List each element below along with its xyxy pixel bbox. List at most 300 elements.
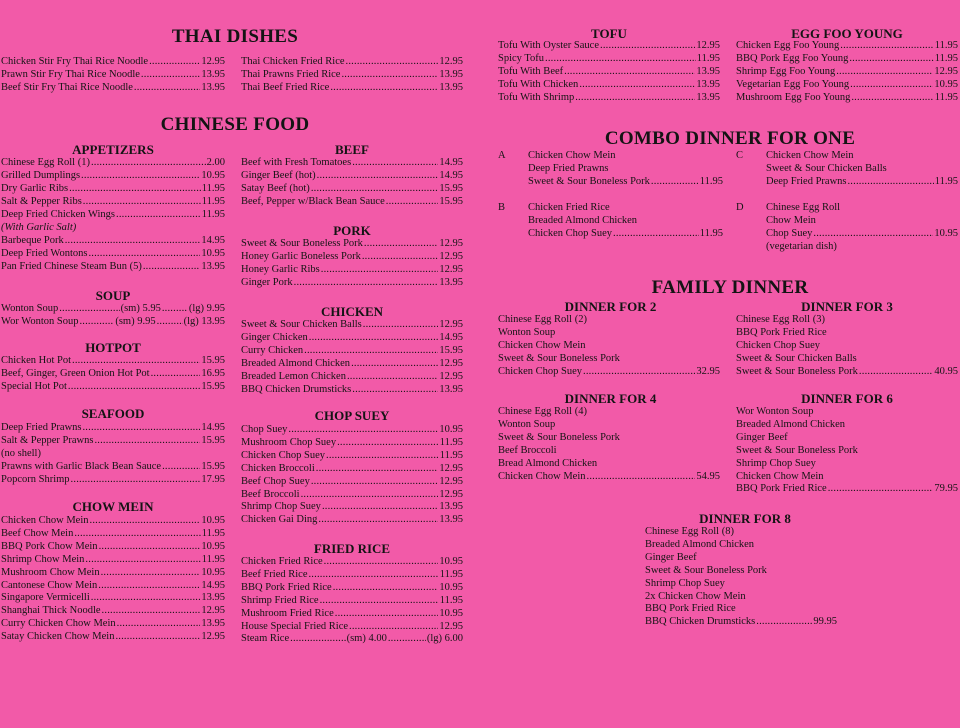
- dinner-line: Breaded Almond Chicken: [645, 538, 755, 550]
- menu-item-name: Prawn Stir Fry Thai Rice Noodle: [1, 68, 140, 80]
- leader-dots: [134, 82, 200, 95]
- leader-dots: [151, 368, 201, 381]
- combo-d-line-1: Chinese Egg Roll: [766, 202, 841, 213]
- combo-a-letter: A: [498, 150, 506, 161]
- menu-item-row: [498, 40, 720, 53]
- dinner-for-3-title: DINNER FOR 3: [801, 299, 893, 314]
- menu-item-price: 13.95: [439, 383, 463, 395]
- menu-item-price: 13.95: [696, 78, 720, 90]
- dinner-last-item: BBQ Chicken Drumsticks: [645, 616, 756, 628]
- combo-d-note: (vegetarian dish): [766, 240, 837, 252]
- menu-item-price: 14.95: [201, 235, 225, 246]
- menu-item-name: Mushroom Fried Rice: [241, 607, 334, 619]
- menu-item-name: Chop Suey: [241, 424, 288, 435]
- menu-item-price: 14.95: [201, 422, 225, 433]
- combo-a-line-2: Deep Fried Prawns: [528, 162, 609, 174]
- dinner-last-item: BBQ Pork Fried Rice: [736, 483, 827, 495]
- menu-item-price: 14.95: [201, 579, 225, 591]
- menu-item-row: [736, 92, 958, 105]
- appetizers-note: (With Garlic Salt): [1, 222, 77, 233]
- menu-item-price: 11.95: [439, 568, 463, 580]
- menu-item-name: Mushroom Chow Mein: [1, 566, 100, 578]
- leader-dots: [288, 424, 438, 437]
- combo-b: [498, 202, 723, 254]
- dinner-line: Breaded Almond Chicken: [736, 418, 846, 430]
- appetizers-list: [1, 157, 225, 222]
- dinner-line: Wonton Soup: [498, 326, 556, 338]
- menu-item-name: Beef Chop Suey: [241, 475, 310, 487]
- dinner-line: Shrimp Chop Suey: [645, 577, 725, 589]
- menu-item-price: 15.95: [201, 355, 225, 366]
- menu-item-name: Sweet & Sour Chicken Balls: [241, 319, 362, 330]
- menu-item-name: Beef, Pepper w/Black Bean Sauce: [241, 195, 385, 207]
- menu-item-name: Tofu With Oyster Sauce: [498, 40, 600, 51]
- leader-dots: [347, 371, 438, 384]
- leader-dots: [333, 582, 439, 595]
- menu-item-name: Shrimp Chop Suey: [241, 501, 321, 513]
- menu-item-name: Vegetarian Egg Foo Young: [736, 78, 850, 90]
- menu-item-row: [1, 69, 225, 82]
- leader-dots: [362, 251, 439, 264]
- seafood-list: [1, 422, 225, 448]
- combo-c-last: Deep Fried Prawns: [766, 175, 847, 187]
- appetizers-list-2: [1, 235, 225, 274]
- seafood-title: SEAFOOD: [81, 406, 145, 421]
- menu-item-row: [241, 157, 463, 170]
- menu-item-row: [1, 56, 225, 69]
- menu-item-row: [1, 422, 225, 435]
- leader-dots: [91, 592, 201, 605]
- menu-item-row: [241, 332, 463, 345]
- leader-dots: [94, 435, 200, 448]
- menu-item-price: 11.95: [934, 52, 958, 64]
- dinner-line: Chinese Egg Roll (2): [498, 314, 587, 325]
- dinner-for-2-list: [498, 314, 720, 379]
- menu-item-price: 10.95: [201, 247, 225, 259]
- combo-b-price: 11.95: [699, 227, 723, 239]
- menu-item-name: Dry Garlic Ribs: [1, 182, 69, 194]
- menu-item-row: [736, 53, 958, 66]
- beef-title: BEEF: [335, 142, 369, 157]
- menu-item-name: Chicken Egg Foo Young: [736, 40, 840, 51]
- menu-item-price: 10.95: [201, 515, 225, 526]
- menu-item-row: [241, 384, 463, 397]
- leader-dots: [141, 69, 200, 82]
- dinner-line: Chicken Chow Mein: [498, 339, 586, 351]
- menu-item-price: 10.95: [934, 78, 958, 90]
- menu-item-row: [1, 580, 225, 593]
- chow-mein-list: [1, 515, 225, 644]
- menu-item-price: 13.95: [201, 68, 225, 80]
- menu-item-price: 13.95: [439, 514, 463, 526]
- menu-item-row: [241, 371, 463, 384]
- menu-item-row: [1, 235, 225, 248]
- dinner-last-row: [645, 616, 837, 629]
- menu-item-name: Beef Stir Fry Thai Rice Noodle: [1, 81, 133, 93]
- hotpot-list: [1, 355, 225, 394]
- menu-item-row: [241, 277, 463, 290]
- dinner-line: Chinese Egg Roll (4): [498, 406, 587, 417]
- menu-item-row: [1, 157, 225, 170]
- leader-dots: [317, 170, 439, 183]
- dinner-line: Sweet & Sour Boneless Pork: [645, 564, 767, 576]
- menu-item-price: 15.95: [439, 182, 463, 194]
- chow-mein-title: CHOW MEIN: [72, 499, 154, 514]
- leader-dots: [322, 501, 438, 514]
- menu-item-row: [241, 196, 463, 209]
- dinner-last-row: [498, 366, 720, 379]
- chinese-food-title: CHINESE FOOD: [160, 114, 310, 135]
- menu-item-price: 12.95: [934, 65, 958, 77]
- menu-item-row: [498, 79, 720, 92]
- dinner-last-row: [736, 483, 958, 496]
- menu-item-price: 12.95: [439, 250, 463, 262]
- menu-item-name: Pan Fried Chinese Steam Bun (5): [1, 260, 142, 272]
- menu-item-price: 10.95: [439, 424, 463, 435]
- menu-item-name: Chicken Fried Rice: [241, 556, 323, 567]
- menu-item-name: BBQ Chicken Drumsticks: [241, 383, 352, 395]
- menu-item-name: Wor Wonton Soup: [1, 315, 79, 327]
- menu-item-row: [241, 450, 463, 463]
- leader-dots: [337, 437, 439, 450]
- menu-item-row: [241, 345, 463, 358]
- leader-dots: [587, 471, 696, 484]
- menu-item-price: 13.95: [439, 501, 463, 513]
- menu-item-row: [1, 554, 225, 567]
- chop-suey-title: CHOP SUEY: [314, 408, 390, 423]
- dinner-line: Chinese Egg Roll (3): [736, 314, 825, 325]
- menu-item-row: [241, 56, 463, 69]
- menu-item-name: Chinese Egg Roll (1): [1, 157, 90, 168]
- dinner-line: Chinese Egg Roll (8): [645, 526, 734, 537]
- menu-item-price: 12.95: [439, 462, 463, 474]
- menu-item-price: 11.95: [201, 195, 225, 207]
- leader-dots: [351, 358, 438, 371]
- menu-item-row: [241, 463, 463, 476]
- menu-item-price: 13.95: [696, 91, 720, 103]
- menu-item-price: 12.95: [439, 357, 463, 369]
- menu-item-small-price: (sm) 5.95: [120, 303, 161, 314]
- soup-list: [1, 303, 225, 329]
- leader-dots: [335, 608, 439, 621]
- combo-a-last: Sweet & Sour Boneless Pork: [528, 175, 650, 187]
- combo-c-price: 11.95: [934, 175, 958, 187]
- menu-item-price: 12.95: [201, 605, 225, 617]
- leader-dots: [318, 514, 438, 527]
- menu-item-price: 12.95: [439, 370, 463, 382]
- menu-item-name: Beef Broccoli: [241, 488, 300, 500]
- menu-item-name: Shrimp Egg Foo Young: [736, 65, 836, 77]
- menu-item-price: 12.95: [696, 40, 720, 51]
- steam-rice-small: (sm) 4.00: [346, 633, 387, 644]
- combo-d: [736, 202, 958, 268]
- leader-dots: [352, 157, 438, 170]
- menu-item-price: 2.00: [206, 157, 225, 168]
- menu-item-price: 10.95: [201, 566, 225, 578]
- menu-item-name: Spicy Tofu: [498, 52, 545, 64]
- dinner-line: Shrimp Chop Suey: [736, 457, 816, 469]
- combo-a-price: 11.95: [699, 175, 723, 187]
- dinner-price: 54.95: [696, 470, 720, 482]
- menu-item-row: [241, 238, 463, 251]
- dinner-for-2-title: DINNER FOR 2: [564, 299, 657, 314]
- leader-dots: [59, 303, 119, 316]
- menu-item-name: Curry Chicken Chow Mein: [1, 618, 116, 630]
- menu-item-name: Chicken Chop Suey: [241, 449, 325, 461]
- leader-dots: [349, 621, 438, 634]
- menu-item-price: 16.95: [201, 367, 225, 379]
- leader-dots: [116, 209, 201, 222]
- seafood-note: (no shell): [1, 448, 41, 459]
- leader-dots: [311, 476, 439, 489]
- leader-dots: [316, 463, 439, 476]
- menu-item-price: 10.95: [439, 607, 463, 619]
- menu-item-price: 11.95: [439, 449, 463, 461]
- leader-dots: [583, 366, 695, 379]
- combo-c-letter: C: [736, 150, 744, 161]
- leader-dots: [74, 528, 200, 541]
- menu-item-name: Beef with Fresh Tomatoes: [241, 157, 352, 168]
- menu-item-name: Tofu With Beef: [498, 65, 564, 77]
- menu-item-price: 12.95: [201, 631, 225, 643]
- chicken-list: [241, 319, 463, 396]
- menu-item-row: [1, 474, 225, 487]
- menu-item-name: Breaded Lemon Chicken: [241, 370, 346, 382]
- menu-item-price: 11.95: [934, 91, 958, 103]
- menu-item-price: 13.95: [439, 68, 463, 80]
- leader-dots: [71, 474, 201, 487]
- menu-item-row: [241, 264, 463, 277]
- leader-dots: [304, 345, 438, 358]
- menu-item-name: Tofu With Chicken: [498, 78, 579, 90]
- menu-item-row: [736, 40, 958, 53]
- menu-item-row: [241, 621, 463, 634]
- menu-item-name: Chicken Chow Mein: [1, 515, 89, 526]
- leader-dots: [143, 261, 201, 274]
- menu-item-price: 13.95: [201, 592, 225, 604]
- leader-dots: [326, 450, 439, 463]
- menu-item-name: Satay Chicken Chow Mein: [1, 631, 115, 643]
- leader-dots: [321, 264, 439, 277]
- menu-item-name: Chicken Hot Pot: [1, 355, 71, 366]
- menu-item-name: Shanghai Thick Noodle: [1, 605, 101, 617]
- dinner-last-row: [498, 471, 720, 484]
- menu-item-price: 12.95: [201, 56, 225, 67]
- menu-item-price: 12.95: [439, 488, 463, 500]
- dinner-line: Chicken Chow Mein: [736, 470, 824, 482]
- leader-dots: [851, 92, 933, 105]
- dinner-line: Chicken Chop Suey: [736, 339, 820, 351]
- menu-item-price: 12.95: [439, 238, 463, 249]
- menu-item-price: 10.95: [439, 581, 463, 593]
- menu-item-row: [241, 476, 463, 489]
- leader-dots: [579, 79, 695, 92]
- menu-item-row: [1, 567, 225, 580]
- combo-b-line-2: Breaded Almond Chicken: [528, 214, 638, 226]
- menu-item-row: [1, 381, 225, 394]
- menu-item-name: Cantonese Chow Mein: [1, 579, 98, 591]
- menu-item-name: Thai Beef Fried Rice: [241, 81, 330, 93]
- leader-dots: [545, 53, 696, 66]
- menu-item-row: [241, 183, 463, 196]
- leader-dots: [320, 595, 439, 608]
- menu-item-price: 15.95: [201, 380, 225, 392]
- menu-item-row: [1, 592, 225, 605]
- menu-item-price: 13.95: [201, 618, 225, 630]
- menu-item-large-price: (lg) 9.95: [188, 303, 225, 314]
- leader-dots: [72, 355, 200, 368]
- menu-item-row: [498, 66, 720, 79]
- thai-left-list: [1, 56, 225, 95]
- combo-b-letter: B: [498, 202, 506, 213]
- leader-dots: [157, 316, 183, 329]
- fried-rice-title: FRIED RICE: [313, 541, 391, 556]
- menu-item-row: [1, 435, 225, 448]
- leader-dots: [90, 515, 201, 528]
- combo-b-last: Chicken Chop Suey: [528, 227, 612, 239]
- leader-dots: [294, 277, 439, 290]
- menu-item-name: Wonton Soup: [1, 303, 59, 314]
- menu-item-row: [1, 303, 225, 316]
- hotpot-title: HOTPOT: [85, 340, 141, 355]
- egg-foo-young-list: [736, 40, 958, 105]
- menu-item-row: [241, 424, 463, 437]
- menu-item-row: [1, 196, 225, 209]
- menu-item-name: Deep Fried Prawns: [1, 422, 82, 433]
- leader-dots: [849, 53, 933, 66]
- leader-dots: [352, 384, 438, 397]
- leader-dots: [308, 569, 438, 582]
- menu-item-price: 10.95: [201, 169, 225, 181]
- dinner-for-3-list: [736, 314, 958, 379]
- menu-item-row: [241, 358, 463, 371]
- menu-item-row: [241, 608, 463, 621]
- menu-item-row: [1, 261, 225, 274]
- combo-c-line-1: Chicken Chow Mein: [766, 150, 854, 161]
- leader-dots: [363, 319, 439, 332]
- menu-item-price: 12.95: [439, 620, 463, 632]
- menu-item-row: [241, 319, 463, 332]
- steam-rice-large: (lg) 6.00: [426, 633, 463, 644]
- menu-item-row: [241, 501, 463, 514]
- menu-item-row: [1, 461, 225, 474]
- combo-b-line-1: Chicken Fried Rice: [528, 202, 610, 213]
- soup-title: SOUP: [95, 288, 131, 303]
- menu-item-price: 13.95: [696, 65, 720, 77]
- menu-item-name: Thai Prawns Fried Rice: [241, 68, 341, 80]
- menu-item-small-price: (sm) 9.95: [115, 315, 156, 327]
- menu-item-row: [498, 53, 720, 66]
- menu-item-price: 14.95: [439, 169, 463, 181]
- menu-item-name: Thai Chicken Fried Rice: [241, 56, 345, 67]
- thai-dishes-title: THAI DISHES: [171, 26, 299, 47]
- menu-item-name: BBQ Pork Egg Foo Young: [736, 52, 849, 64]
- menu-item-price: 15.95: [201, 434, 225, 446]
- menu-item-row: [1, 355, 225, 368]
- family-dinner-title: FAMILY DINNER: [651, 277, 809, 298]
- menu-item-price: 15.95: [439, 344, 463, 356]
- menu-item-row: [241, 69, 463, 82]
- menu-item-row: [1, 631, 225, 644]
- seafood-list-2: [1, 461, 225, 487]
- menu-item-row: [241, 437, 463, 450]
- menu-item-price: 13.95: [201, 260, 225, 272]
- dinner-for-4-list: [498, 406, 720, 483]
- dinner-line: Wor Wonton Soup: [736, 406, 814, 417]
- leader-dots: [98, 580, 200, 593]
- leader-dots: [341, 69, 438, 82]
- dinner-line: BBQ Pork Fried Rice: [736, 326, 827, 338]
- menu-item-row: [241, 251, 463, 264]
- fried-rice-list: [241, 556, 463, 633]
- dinner-line: Sweet & Sour Boneless Pork: [736, 444, 858, 456]
- dinner-line: Beef Broccoli: [498, 444, 557, 456]
- menu-item-name: Beef, Ginger, Green Onion Hot Pot: [1, 367, 150, 379]
- menu-item-price: 12.95: [439, 56, 463, 67]
- menu-item-name: Salt & Pepper Ribs: [1, 195, 82, 207]
- leader-dots: [162, 461, 200, 474]
- menu-item-name: Singapore Vermicelli: [1, 592, 90, 604]
- menu-item-row: [1, 82, 225, 95]
- menu-item-name: Ginger Pork: [241, 276, 293, 288]
- egg-foo-young-title: EGG FOO YOUNG: [791, 26, 903, 41]
- menu-item-row: [1, 316, 225, 329]
- dinner-line: Ginger Beef: [645, 551, 697, 563]
- leader-dots: [81, 170, 200, 183]
- menu-item-name: Special Hot Pot: [1, 380, 67, 392]
- menu-item-name: Shrimp Chow Mein: [1, 553, 85, 565]
- menu-item-price: 11.95: [201, 182, 225, 194]
- combo-a-line-1: Chicken Chow Mein: [528, 150, 616, 161]
- leader-dots: [309, 332, 439, 345]
- dinner-for-4-title: DINNER FOR 4: [564, 391, 657, 406]
- menu-item-name: Chicken Gai Ding: [241, 514, 318, 526]
- menu-item-name: Chicken Broccoli: [241, 462, 315, 474]
- menu-item-row: [736, 66, 958, 79]
- menu-item-price: 12.95: [439, 263, 463, 275]
- dinner-for-8-list: [645, 526, 837, 629]
- menu-item-name: Salt & Pepper Prawns: [1, 434, 94, 446]
- menu-item-name: Prawns with Garlic Black Bean Sauce: [1, 461, 162, 472]
- menu-item-price: 15.95: [201, 461, 225, 472]
- menu-item-price: 12.95: [439, 319, 463, 330]
- combo-c: [736, 150, 958, 202]
- leader-dots: [850, 79, 933, 92]
- dinner-line: Bread Almond Chicken: [498, 457, 598, 469]
- menu-item-name: Popcorn Shrimp: [1, 473, 70, 485]
- dinner-line: Wonton Soup: [498, 418, 556, 430]
- menu-item-row: [241, 595, 463, 608]
- menu-item-name: Beef Fried Rice: [241, 568, 308, 580]
- menu-item-name: Sweet & Sour Boneless Pork: [241, 238, 363, 249]
- steam-rice-row: [241, 633, 463, 646]
- leader-dots: [68, 381, 200, 394]
- beef-list: [241, 157, 463, 209]
- thai-right-list: [241, 56, 463, 95]
- pork-list: [241, 238, 463, 290]
- menu-item-price: 17.95: [201, 473, 225, 485]
- leader-dots: [600, 40, 695, 53]
- menu-item-row: [1, 605, 225, 618]
- menu-item-price: 11.95: [201, 527, 225, 539]
- menu-item-price: 11.95: [696, 52, 720, 64]
- leader-dots: [115, 631, 200, 644]
- dinner-last-item: Chicken Chow Mein: [498, 470, 586, 482]
- dinner-last-item: Chicken Chop Suey: [498, 365, 582, 377]
- menu-item-row: [241, 170, 463, 183]
- menu-item-name: Grilled Dumplings: [1, 169, 81, 181]
- leader-dots: [330, 82, 438, 95]
